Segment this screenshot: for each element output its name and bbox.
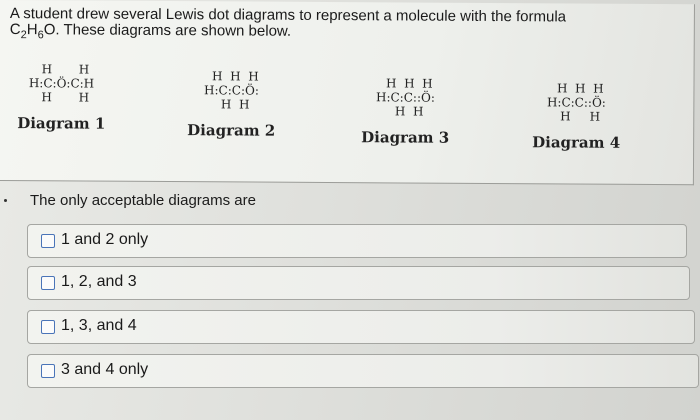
diagram-1-middle: H:C:Ö:C:H	[28, 76, 95, 91]
prompt-line-1: A student drew several Lewis dot diagrams to represent a molecule with the formula	[9, 5, 567, 26]
diagram-2-top: H H H	[204, 69, 259, 84]
question-card	[0, 0, 695, 185]
options-prompt: The only acceptable diagrams are	[30, 192, 256, 209]
diagram-1-top: H H	[33, 62, 90, 77]
diagram-4-middle: H:C:C::Ö:	[546, 95, 606, 110]
prompt-line-2	[10, 22, 650, 47]
option-1-checkbox[interactable]	[41, 234, 55, 248]
option-4[interactable]	[27, 354, 699, 388]
option-4-label: 3 and 4 only	[61, 361, 149, 378]
option-1[interactable]	[27, 224, 687, 258]
diagram-4	[532, 81, 621, 152]
question-prompt	[10, 6, 650, 47]
diagram-3-caption: Diagram 3	[361, 128, 450, 147]
option-3-checkbox[interactable]	[41, 320, 55, 334]
option-3[interactable]	[27, 310, 695, 344]
bullet-dot	[4, 199, 7, 202]
diagram-3	[361, 76, 450, 147]
option-1-label: 1 and 2 only	[61, 231, 149, 248]
diagram-3-bottom: H H	[387, 104, 424, 119]
diagram-2-caption: Diagram 2	[187, 121, 276, 140]
diagram-2	[187, 69, 276, 140]
option-2-label: 1, 2, and 3	[61, 273, 137, 290]
option-4-checkbox[interactable]	[41, 364, 55, 378]
diagram-2-bottom: H H	[213, 97, 250, 112]
formula-c-sub: 2	[20, 29, 27, 42]
diagram-4-bottom: H H	[552, 109, 601, 124]
diagram-3-middle: H:C:C::Ö:	[375, 90, 435, 105]
diagram-4-caption: Diagram 4	[532, 133, 621, 152]
diagram-1	[17, 62, 106, 133]
formula-h: H	[26, 21, 38, 39]
option-2[interactable]	[27, 266, 690, 300]
diagram-2-middle: H:C:C:Ö:	[204, 83, 259, 98]
formula-c: C	[9, 21, 21, 39]
prompt-line-2-rest: . These diagrams are shown below.	[55, 21, 292, 40]
diagram-1-bottom: H H	[33, 90, 90, 105]
formula-h-sub: 6	[37, 29, 44, 42]
option-2-checkbox[interactable]	[41, 276, 55, 290]
diagram-1-caption: Diagram 1	[17, 114, 106, 133]
diagram-3-top: H H H	[378, 76, 433, 91]
option-3-label: 1, 3, and 4	[61, 317, 137, 334]
diagram-4-top: H H H	[549, 81, 604, 96]
formula-o: O	[43, 21, 56, 39]
